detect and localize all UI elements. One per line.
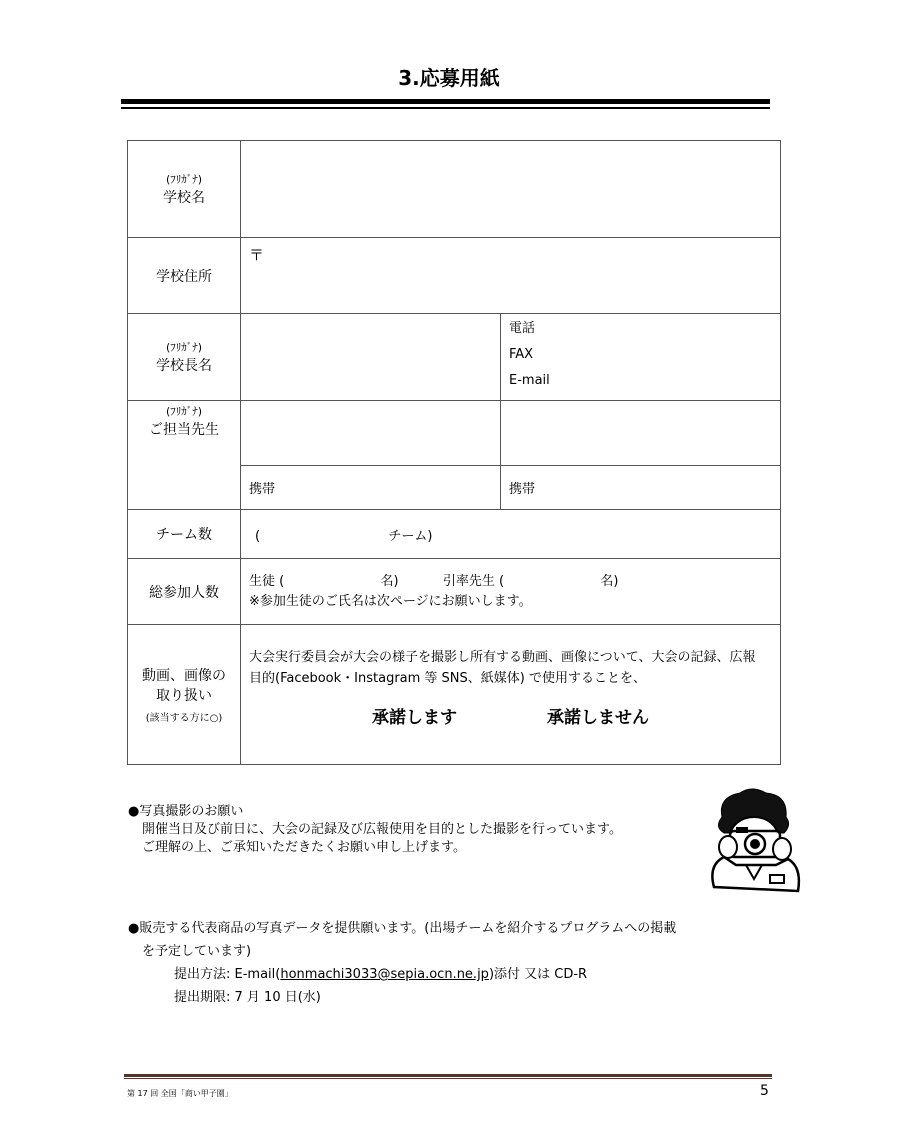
mobile-field-1[interactable] bbox=[241, 466, 501, 510]
media-field[interactable] bbox=[241, 625, 781, 765]
title-rule-thick bbox=[121, 99, 770, 104]
title-rule-thin bbox=[121, 107, 770, 109]
consent-options bbox=[249, 703, 772, 728]
teacher-extra-field[interactable] bbox=[501, 401, 781, 466]
participants-label: 総参加人数 bbox=[149, 584, 219, 601]
participants-label-cell bbox=[128, 559, 241, 625]
photo-notice-heading: ●写真撮影のお願い bbox=[128, 804, 244, 819]
page-title: 3.応募用紙 bbox=[398, 66, 500, 90]
media-label-cell bbox=[128, 625, 241, 765]
teacher-name-field[interactable] bbox=[241, 401, 501, 466]
row-school-name bbox=[128, 141, 781, 238]
email-label: E-mail bbox=[509, 373, 550, 388]
media-text bbox=[249, 625, 772, 689]
row-principal bbox=[128, 314, 781, 401]
consent-no-option[interactable]: 承諾しません bbox=[547, 708, 649, 728]
method-prefix: 提出方法: E-mail( bbox=[174, 967, 281, 982]
sales-line2: を予定しています) bbox=[142, 944, 252, 959]
teams-field[interactable] bbox=[241, 510, 781, 559]
students-text: 生徒 ( bbox=[249, 573, 285, 589]
contact-field[interactable] bbox=[501, 314, 781, 401]
teachers-unit: 名) bbox=[600, 573, 619, 589]
postal-mark: 〒 bbox=[249, 246, 265, 264]
school-name-furigana: (ﾌﾘｶﾞﾅ) bbox=[165, 173, 203, 186]
photo-notice bbox=[128, 803, 622, 857]
phone-label: 電話 bbox=[509, 321, 536, 336]
row-teacher bbox=[128, 401, 781, 466]
media-label-2: 取り扱い bbox=[156, 688, 212, 704]
row-teams bbox=[128, 510, 781, 559]
mobile-field-2[interactable] bbox=[501, 466, 781, 510]
footer-rule-thin bbox=[124, 1078, 772, 1079]
participants-field[interactable] bbox=[241, 559, 781, 625]
principal-furigana: (ﾌﾘｶﾞﾅ) bbox=[165, 341, 203, 354]
media-label-1: 動画、画像の bbox=[142, 668, 226, 684]
school-name-label-cell bbox=[128, 141, 241, 238]
address-label: 学校住所 bbox=[156, 268, 212, 285]
submission-method bbox=[128, 963, 676, 986]
media-text-1: 大会実行委員会が大会の様子を撮影し所有する動画、画像について、大会の記録、広報 bbox=[249, 650, 756, 665]
media-note: (該当する方に○) bbox=[145, 713, 223, 724]
school-name-field[interactable] bbox=[241, 141, 781, 238]
principal-label: 学校長名 bbox=[156, 358, 212, 374]
participants-line bbox=[249, 572, 772, 592]
mobile-label-1: 携帯 bbox=[249, 482, 276, 497]
application-form bbox=[127, 140, 781, 765]
email-link[interactable]: honmachi3033@sepia.ocn.ne.jp bbox=[280, 967, 489, 982]
footer-rule-thick bbox=[124, 1074, 772, 1077]
teacher-label-cell bbox=[128, 401, 241, 510]
row-address bbox=[128, 238, 781, 314]
teacher-furigana: (ﾌﾘｶﾞﾅ) bbox=[165, 405, 203, 418]
principal-name-field[interactable] bbox=[241, 314, 501, 401]
submission-deadline: 提出期限: 7 月 10 日(水) bbox=[174, 990, 321, 1005]
footer-event-name: 第 17 回 全国「商い甲子園」 bbox=[127, 1089, 233, 1098]
address-field[interactable] bbox=[241, 238, 781, 314]
teams-unit: チーム) bbox=[388, 528, 433, 544]
principal-label-cell bbox=[128, 314, 241, 401]
page-number: 5 bbox=[760, 1083, 769, 1099]
photo-notice-line1: 開催当日及び前日に、大会の記録及び広報使用を目的とした撮影を行っています。 bbox=[142, 822, 622, 837]
teams-label: チーム数 bbox=[156, 527, 212, 543]
students-unit: 名) bbox=[380, 573, 399, 589]
fax-label: FAX bbox=[509, 347, 534, 362]
media-text-2: 目的(Facebook・Instagram 等 SNS、紙媒体) で使用することを、 bbox=[249, 671, 646, 686]
sales-notice bbox=[128, 917, 676, 1009]
teachers-text: 引率先生 ( bbox=[442, 573, 505, 589]
photographer-icon bbox=[700, 787, 805, 901]
row-participants bbox=[128, 559, 781, 625]
row-media bbox=[128, 625, 781, 765]
teacher-label: ご担当先生 bbox=[149, 422, 219, 438]
photo-notice-line2: ご理解の上、ご承知いただきたくお願い申し上げます。 bbox=[142, 840, 466, 855]
sales-line1: ●販売する代表商品の写真データを提供願います。(出場チームを紹介するプログラムへの掲載 bbox=[128, 921, 677, 936]
consent-yes-option[interactable]: 承諾します bbox=[372, 708, 457, 728]
participants-note: ※参加生徒のご氏名は次ページにお願いします。 bbox=[249, 593, 532, 609]
teams-open: ( bbox=[255, 528, 261, 544]
method-suffix: )添付 又は CD-R bbox=[488, 967, 588, 982]
teams-label-cell bbox=[128, 510, 241, 559]
address-label-cell bbox=[128, 238, 241, 314]
mobile-label-2: 携帯 bbox=[509, 482, 536, 497]
school-name-label: 学校名 bbox=[163, 190, 205, 206]
